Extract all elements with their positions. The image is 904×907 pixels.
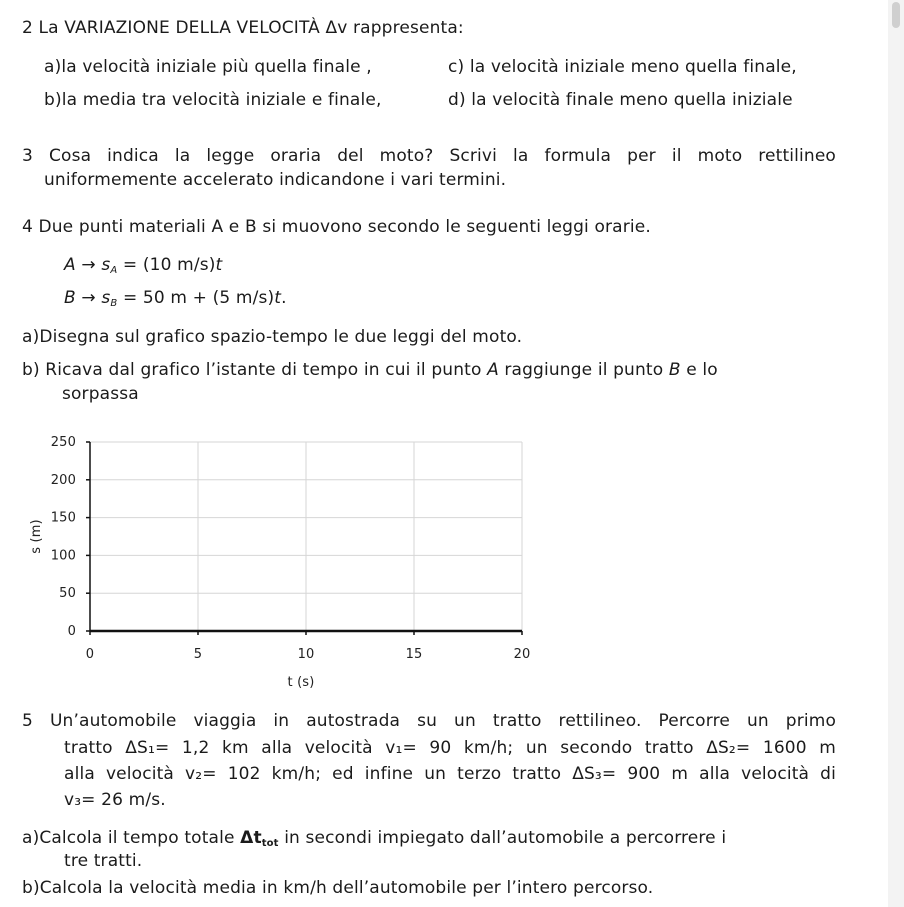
chart-y-ticks [51,435,90,639]
eq-b-end: . [281,288,287,308]
chart-y-label: s (m) [29,519,44,554]
tick-label-y-250: 250 [50,435,76,450]
eq-b-point: B [64,288,76,308]
q4-part-b-text-1: b) Ricava dal grafico l’istante di tempo in cui il punto [22,360,482,380]
tick-label-x-15: 15 [405,647,423,662]
eq-a-arrow: → [81,255,96,275]
eq-a-rhs: = (10 m/s) [122,255,216,275]
tick-label-x-5: 5 [193,647,203,662]
q5-part-a-sub: tot [261,838,279,849]
q5-line-3: alla velocità v₂= 102 km/h; ed infine un terzo tratto ΔS₃= 900 m alla velocità di [64,764,836,784]
eq-a-s: s [101,255,111,275]
q5-part-a-symbol: Δt [240,828,262,848]
eq-a-sub: A [110,265,118,276]
page-scrollbar[interactable] [888,0,904,907]
q2-option-d: d) la velocità finale meno quella iniziale [448,90,793,110]
space-time-chart [0,412,560,702]
q5-part-b: b)Calcola la velocità media in km/h dell’automobile per l’intero percorso. [22,878,654,898]
tick-label-y-150: 150 [50,510,76,526]
tick-label-y-50: 50 [59,586,76,602]
tick-label-x-10: 10 [297,647,315,662]
eq-b-sub: B [110,298,118,309]
tick-label-y-200: 200 [50,472,76,488]
q2-stem: 2 La VARIAZIONE DELLA VELOCITÀ Δv rappresenta: [22,18,464,38]
q4-part-b-B: B [668,360,681,380]
eq-b-s: s [101,288,111,308]
q2-option-c: c) la velocità iniziale meno quella finale, [448,57,797,77]
q4-part-b-A: A [487,360,499,380]
eq-b-arrow: → [81,288,96,308]
chart-x-label: t (s) [287,675,315,690]
tick-label-x-20: 20 [513,647,531,662]
q5-line-1: 5 Un’automobile viaggia in autostrada su un tratto rettilineo. Percorre un primo [22,711,836,731]
q4-equation-b [64,287,287,309]
scrollbar-thumb[interactable] [892,2,900,28]
q4-part-b-text-3: e lo [686,360,718,380]
q3-line-1: 3 Cosa indica la legge oraria del moto? Scrivi la formula per il moto rettilineo [22,146,836,166]
q5-part-a-text-1: a)Calcola il tempo totale [22,828,235,848]
q4-part-b-line-1 [22,359,718,381]
q4-stem: 4 Due punti materiali A e B si muovono secondo le seguenti leggi orarie. [22,217,651,237]
tick-label-y-100: 100 [50,548,76,564]
q2-option-b: b)la media tra velocità iniziale e finale, [44,90,382,110]
q2-option-a: a)la velocità iniziale più quella finale , [44,57,372,77]
q4-equation-a [64,254,222,276]
eq-a-point: A [64,255,76,275]
q4-part-a: a)Disegna sul grafico spazio-tempo le due leggi del moto. [22,327,523,347]
chart-x-ticks [86,631,531,662]
tick-label-x-0: 0 [85,647,95,662]
q5-line-2: tratto ΔS₁= 1,2 km alla velocità v₁= 90 km/h; un secondo tratto ΔS₂= 1600 m [64,738,836,758]
q3-line-2: uniformemente accelerato indicandone i vari termini. [44,170,507,190]
chart-grid [90,442,522,631]
q5-line-4: v₃= 26 m/s. [64,790,166,810]
q5-part-a-line-1 [22,827,726,849]
q5-part-a-text-2: in secondi impiegato dall’automobile a percorrere i [284,828,727,848]
eq-b-t: t [274,288,282,308]
q4-part-b-line-2: sorpassa [62,384,139,404]
q5-part-a-line-2: tre tratti. [64,851,143,871]
eq-a-t: t [215,255,223,275]
q4-part-b-text-2: raggiunge il punto [504,360,664,380]
eq-b-rhs: = 50 m + (5 m/s) [122,288,275,308]
tick-label-y-0: 0 [67,624,76,639]
